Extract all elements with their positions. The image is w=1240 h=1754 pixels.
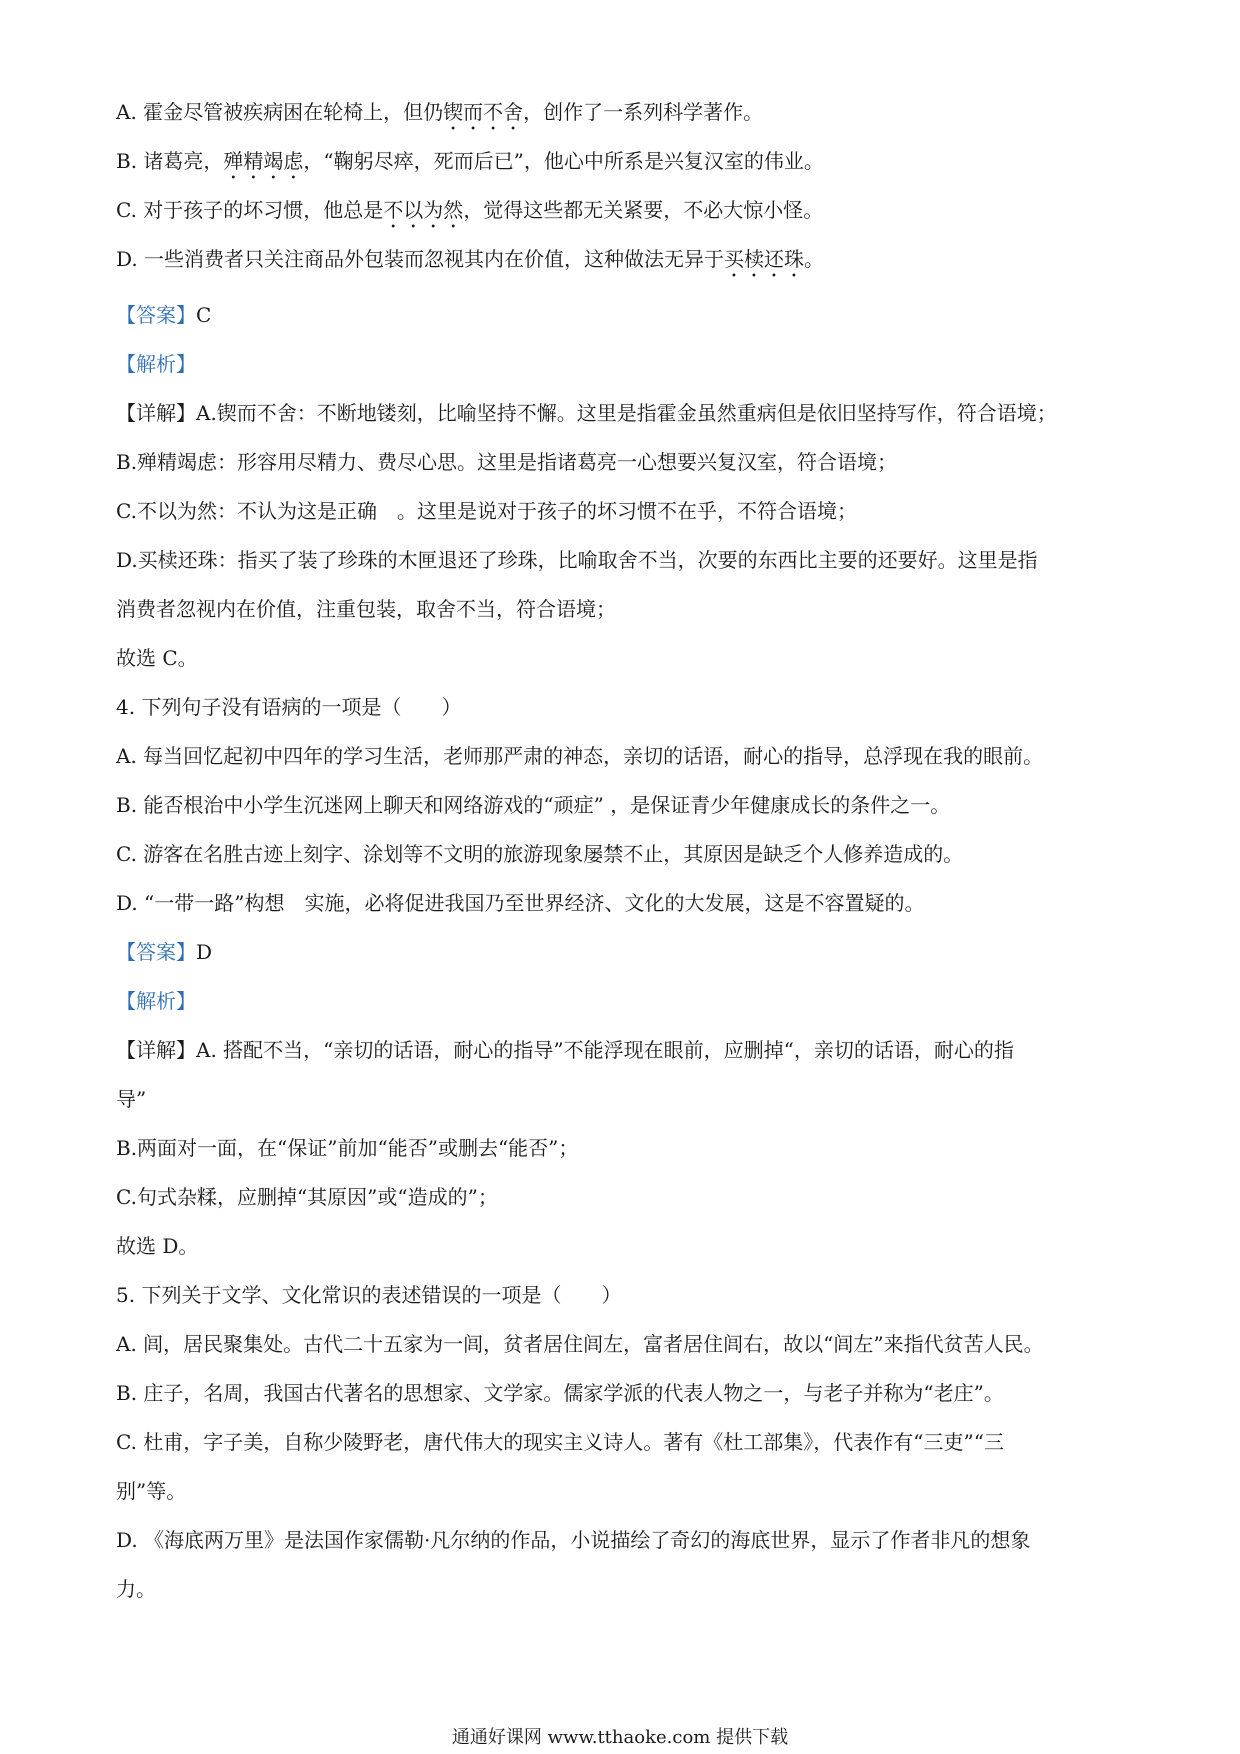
- page-footer: 通通好课网 www.tthaoke.com 提供下载: [451, 1727, 789, 1748]
- q5-option-b: B. 庄子，名周，我国古代著名的思想家、文学家。儒家学派的代表人物之一，与老子并称为“老庄”。: [116, 1381, 1004, 1405]
- q4-detail-a-line2: 导”: [116, 1087, 147, 1111]
- q4-detail-label: 【详解】: [116, 1038, 196, 1062]
- q3-option-a: [116, 97, 763, 135]
- q5-option-c-line1: C. 杜甫，字子美，自称少陵野老，唐代伟大的现实主义诗人。著有《杜工部集》，代表作有“三吏”“三: [116, 1430, 1004, 1454]
- q3-option-d-text: D. 一些消费者只关注商品外包装而忽视其内在价值，这种做法无异于: [116, 247, 725, 271]
- q3-option-b: [116, 146, 824, 184]
- q4-detail-a-text: A. 搭配不当，“亲切的话语，耐心的指导”不能浮现在眼前，应删掉“，亲切的话语，耐心的指: [196, 1038, 1014, 1062]
- q4-answer-label: 【答案】: [116, 940, 196, 964]
- q4-option-a: A. 每当回忆起初中四年的学习生活，老师那严肃的神态，亲切的话语，耐心的指导，总浮现在我的眼前。: [116, 744, 1044, 768]
- q3-analysis-label: 【解析】: [116, 352, 196, 376]
- q4-option-d: D. “一带一路”构想 实施，必将促进我国乃至世界经济、文化的大发展，这是不容置疑的。: [116, 891, 925, 915]
- q4-option-b: B. 能否根治中小学生沉迷网上聊天和网络游戏的“顽症” ，是保证青少年健康成长的条件之一。: [116, 793, 951, 817]
- q4-detail-b: B.两面对一面，在“保证”前加“能否”或删去“能否”；: [116, 1136, 579, 1160]
- q4-option-c: C. 游客在名胜古迹上刻字、涂划等不文明的旅游现象屡禁不止，其原因是缺乏个人修养造成的。: [116, 842, 964, 866]
- q3-option-a-idiom: 锲而不舍: [443, 100, 524, 124]
- q3-detail-c: C.不以为然：不认为这是正确 。这里是说对于孩子的坏习惯不在乎，不符合语境；: [116, 499, 857, 523]
- q3-option-a-rest: ，创作了一系列科学著作。: [523, 100, 764, 124]
- q3-answer-value: C: [196, 303, 212, 327]
- q3-option-c-text: C. 对于孩子的坏习惯，他总是: [116, 198, 384, 222]
- q3-option-b-text: B. 诸葛亮，: [116, 149, 224, 173]
- q3-option-b-rest: ，“鞠躬尽瘁，死而后已”，他心中所系是兴复汉室的伟业。: [303, 149, 824, 173]
- q3-option-d-rest: 。: [804, 247, 825, 271]
- q3-answer-label: 【答案】: [116, 303, 196, 327]
- q5-option-c-line2: 别”等。: [116, 1479, 187, 1503]
- q5-option-a: A. 闾，居民聚集处。古代二十五家为一闾，贫者居住闾左，富者居住闾右，故以“闾左”来指代贫苦人民。: [116, 1332, 1044, 1356]
- q3-option-c-idiom: 不以为然: [383, 198, 464, 222]
- q3-detail-b: B.殚精竭虑：形容用尽精力、费尽心思。这里是指诸葛亮一心想要兴复汉室，符合语境；: [116, 450, 898, 474]
- q5-option-d-line1: D. 《海底两万里》是法国作家儒勒·凡尔纳的作品，小说描绘了奇幻的海底世界，显示了作者非凡的想象: [116, 1528, 1031, 1552]
- q3-option-c: [116, 195, 823, 233]
- q4-analysis-label: 【解析】: [116, 989, 196, 1013]
- q3-option-a-text: A. 霍金尽管被疾病困在轮椅上，但仍: [116, 100, 444, 124]
- q4-answer: [116, 937, 212, 967]
- q4-conclusion: 故选 D。: [116, 1234, 199, 1258]
- q5-stem: 5. 下列关于文学、文化常识的表述错误的一项是（ ）: [116, 1283, 622, 1307]
- q4-stem: 4. 下列句子没有语病的一项是（ ）: [116, 695, 462, 719]
- q4-detail-a-line1: [116, 1035, 1014, 1065]
- q3-conclusion: 故选 C。: [116, 646, 198, 670]
- q3-answer: [116, 300, 211, 330]
- q3-option-d: [116, 244, 824, 282]
- q3-option-c-rest: ，觉得这些都无关紧要，不必大惊小怪。: [463, 198, 824, 222]
- q4-answer-value: D: [196, 940, 213, 964]
- q3-option-d-idiom: 买椟还珠: [724, 247, 805, 271]
- q3-detail-d-line1: D.买椟还珠：指买了装了珍珠的木匣退还了珍珠，比喻取舍不当，次要的东西比主要的还要好。这里是指: [116, 548, 1038, 572]
- q3-detail-label: 【详解】: [116, 401, 196, 425]
- q5-option-d-line2: 力。: [116, 1577, 156, 1601]
- q3-detail-d-line2: 消费者忽视内在价值，注重包装，取舍不当，符合语境；: [116, 597, 616, 621]
- q4-detail-c: C.句式杂糅，应删掉“其原因”或“造成的”；: [116, 1185, 498, 1209]
- q3-detail-a-text: A.锲而不舍：不断地镂刻，比喻坚持不懈。这里是指霍金虽然重病但是依旧坚持写作，符合语境；: [196, 401, 1057, 425]
- q3-option-b-idiom: 殚精竭虑: [223, 149, 304, 173]
- q3-detail-a: [116, 398, 1057, 428]
